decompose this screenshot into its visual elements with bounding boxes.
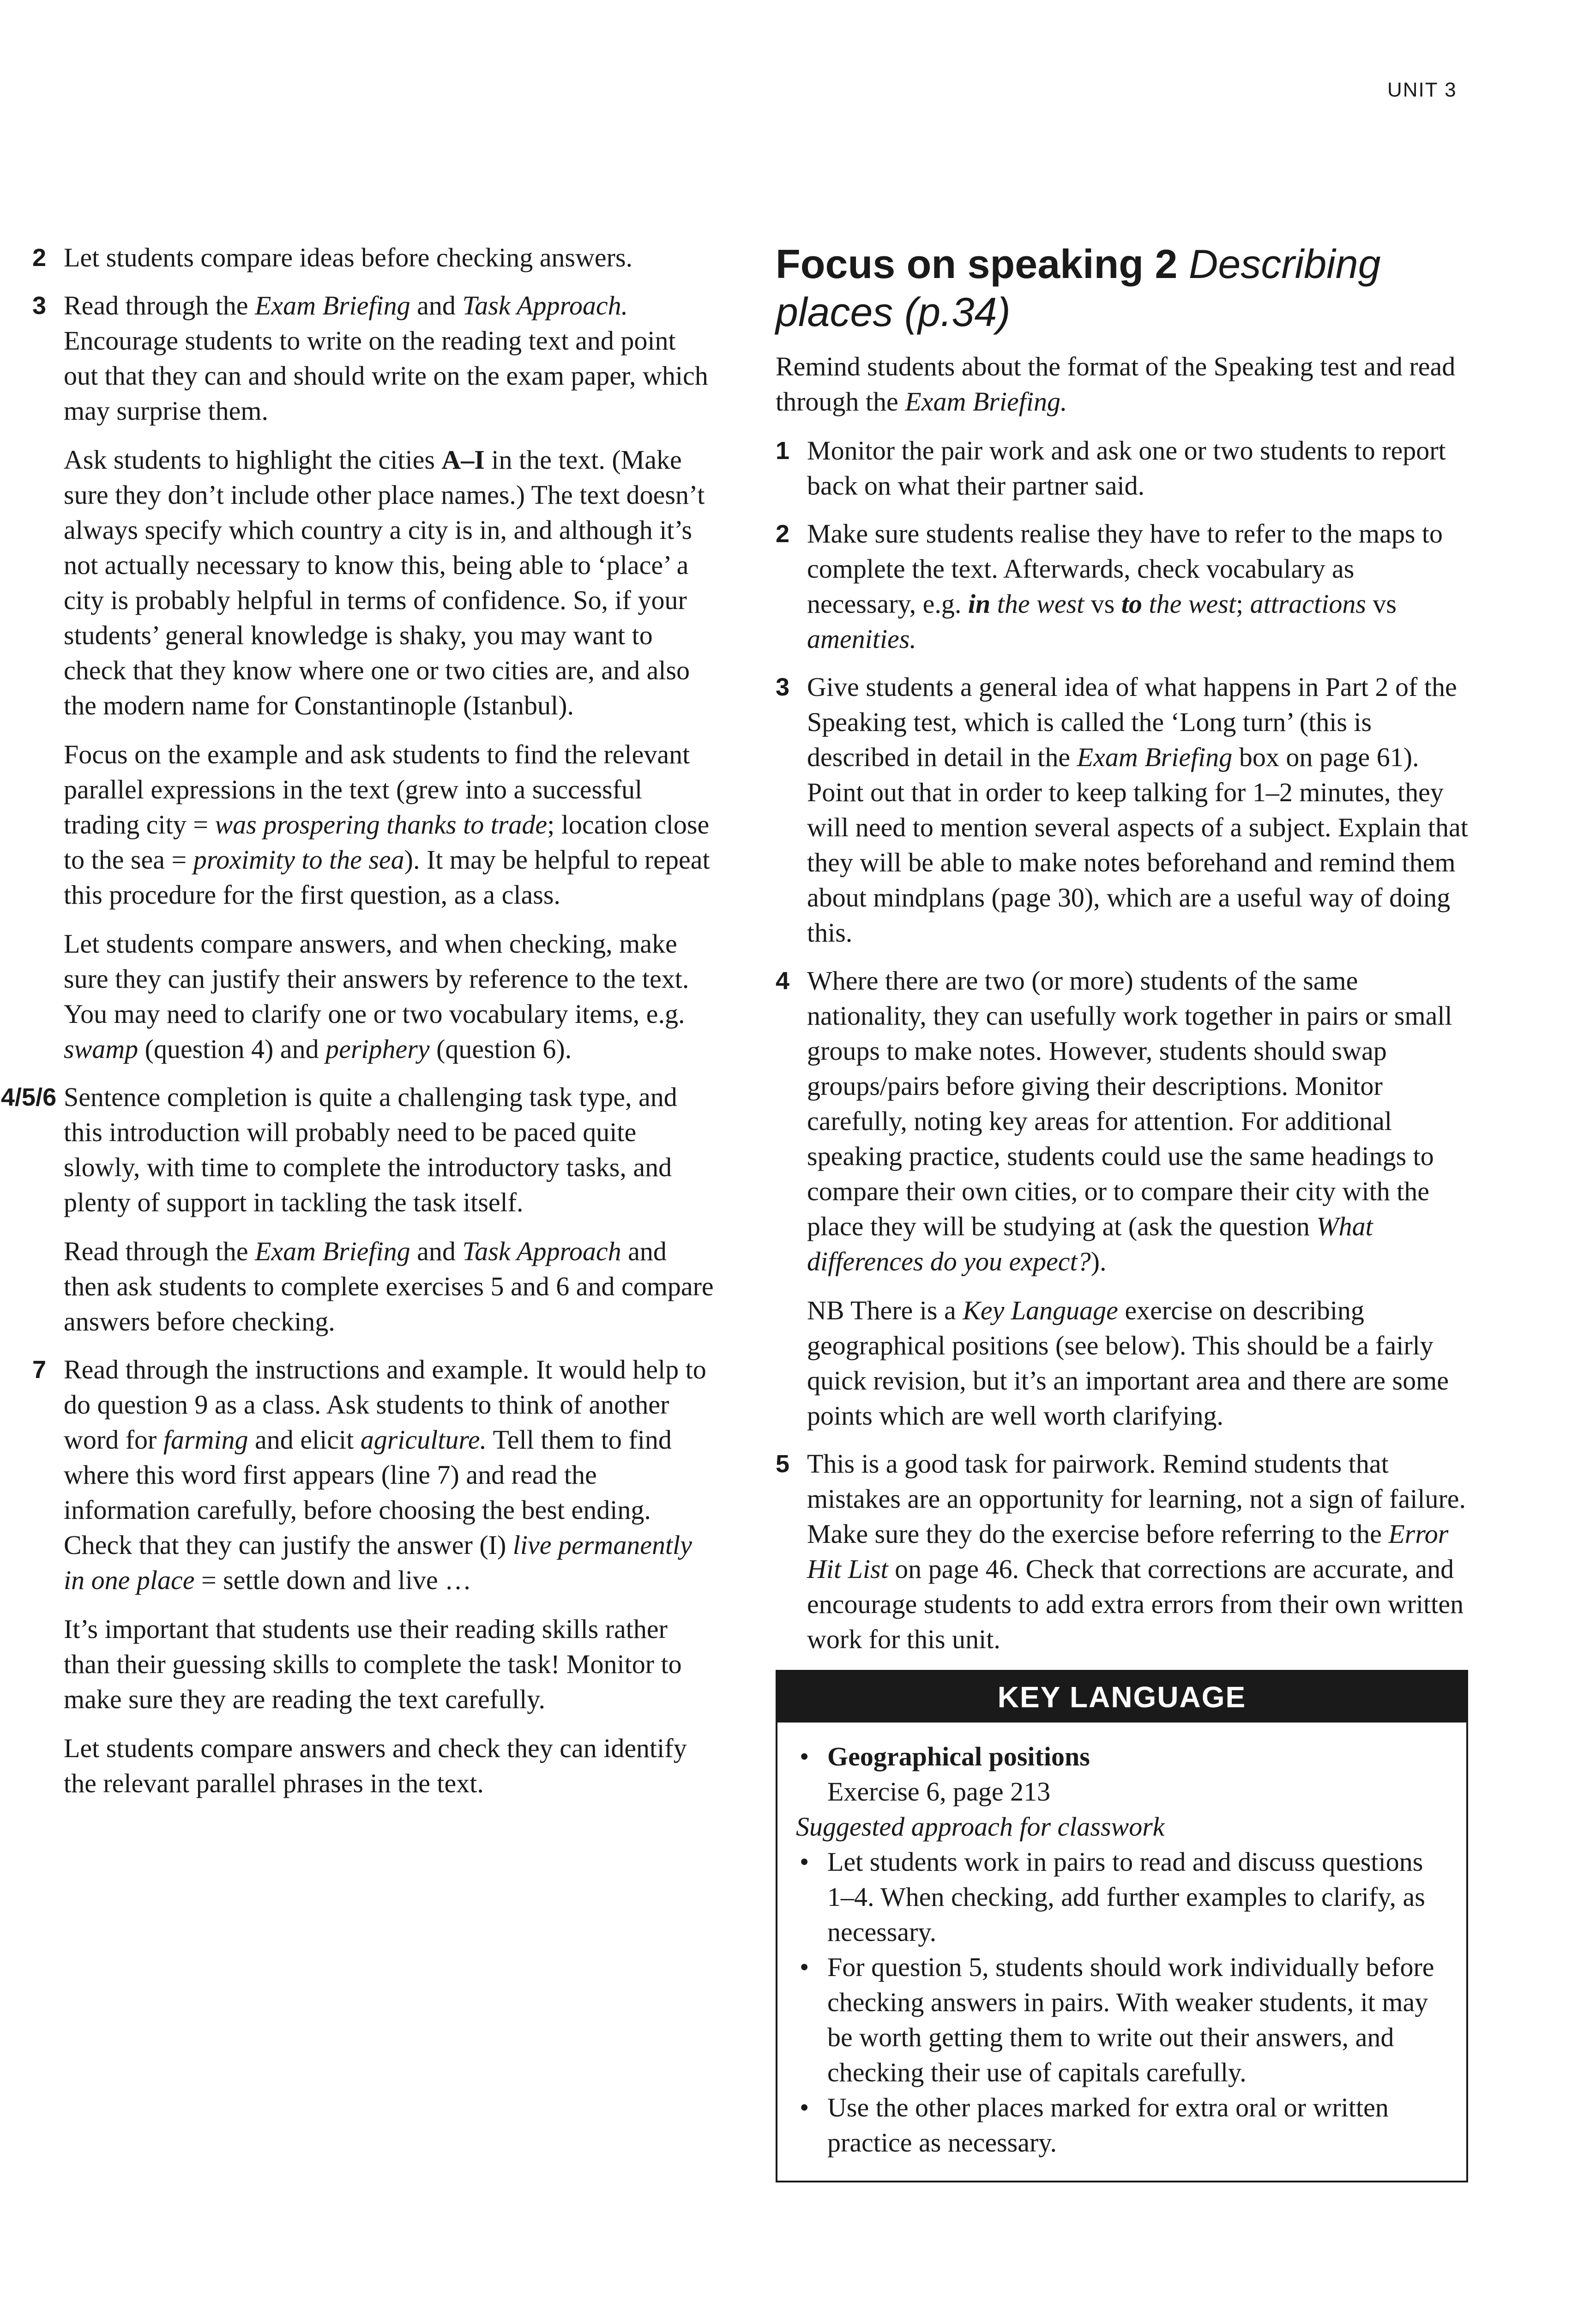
item-number: 4/5/6 xyxy=(1,1083,57,1111)
intro-paragraph: Remind students about the format of the Speaking test and read through the Exam Briefing. xyxy=(776,351,1456,417)
item-text: This is a good task for pairwork. Remind students that mistakes are an opportunity for learning, not a sign of failure. Make sure they do the exercise before referring to the Error Hit List on page 46. Check that corrections are accurate, and encourage students to add extra errors from their own written work for this unit. xyxy=(807,1449,1466,1654)
bullet-icon: • xyxy=(800,1952,809,1982)
paragraph: Sentence completion is quite a challenging task type, and this introduction will probably need to be paced quite slowly, with time to complete the introductory tasks, and plenty of support in tackling the task itself. xyxy=(64,1082,677,1217)
paragraph: It’s important that students use their reading skills rather than their guessing skills to complete the task! Monitor to make sure they are reading the text carefully. xyxy=(64,1614,682,1714)
bullet-icon: • xyxy=(800,1847,809,1877)
item-text: Make sure students realise they have to refer to the maps to complete the text. Afterwards, check vocabulary as necessary, e.g. in the west vs to the west; attractions vs amenities. xyxy=(807,519,1443,654)
note-item-4-5-6 xyxy=(1,1080,716,1339)
note-item-3 xyxy=(32,288,716,1067)
paragraph: Where there are two (or more) students of the same nationality, they can usefully work together in pairs or small groups to make notes. However, students should swap groups/pairs before giving their descriptions. Monitor carefully, noting key areas for attention. For additional speaking practice, students could use the same headings to compare their own cities, or to compare their city with the place they will be studying at (ask the question What differences do you expect?). xyxy=(807,966,1452,1276)
paragraph: Focus on the example and ask students to find the relevant parallel expressions in the text (grew into a successful trading city = was prospering thanks to trade; location close to the sea = proximity to the sea). It may be helpful to repeat this procedure for the first question, as a class. xyxy=(64,739,710,910)
section-heading: Focus on speaking 2 Describing places (p.34) xyxy=(776,241,1381,335)
note-item-2 xyxy=(32,240,716,275)
item-number: 3 xyxy=(32,292,47,320)
item-text: Monitor the pair work and ask one or two students to report back on what their partner said. xyxy=(807,435,1446,501)
item-number: 4 xyxy=(776,967,790,995)
note-item-5 xyxy=(776,1446,1468,1657)
item-text: Give students a general idea of what happens in Part 2 of the Speaking test, which is called the ‘Long turn’ (this is described in detail in the Exam Briefing box on page 61). Point out that in order to keep talking for 1–2 minutes, they will need to mention several aspects of a subject. Explain that they will be able to make notes beforehand and remind them about mindplans (page 30), which are a useful way of doing this. xyxy=(807,672,1468,948)
list-item: • For question 5, students should work individually before checking answers in pairs. With weaker students, it may be worth getting them to write out their answers, and checking their use of capitals carefully. xyxy=(796,1950,1448,2090)
paragraph: NB There is a Key Language exercise on describing geographical positions (see below). This should be a fairly quick revision, but it’s an important area and there are some points which are well worth clarifying. xyxy=(807,1295,1449,1431)
item-number: 7 xyxy=(32,1356,47,1384)
paragraph: Ask students to highlight the cities A–I in the text. (Make sure they don’t include other place names.) The text doesn’t always specify which country a city is in, and although it’s not actually necessary to know this, being able to ‘place’ a city is probably helpful in terms of confidence. So, if your students’ general knowledge is shaky, you may want to check that they know where one or two cities are, and also the modern name for Constantinople (Istanbul). xyxy=(64,445,705,720)
item-text: Let students compare ideas before checking answers. xyxy=(64,242,633,272)
paragraph: Let students compare answers and check they can identify the relevant parallel phrases in the text. xyxy=(64,1733,687,1798)
item-number: 2 xyxy=(776,520,790,548)
note-item-7 xyxy=(32,1352,716,1801)
right-column xyxy=(776,240,1468,2182)
list-item: • Use the other places marked for extra oral or written practice as necessary. xyxy=(796,2090,1448,2160)
paragraph: Read through the instructions and example. It would help to do question 9 as a class. Ask students to think of another word for farming and elicit agriculture. Tell them to find where this word first appears (line 7) and read the information carefully, before choosing the best ending. Check that they can justify the answer (I) live permanently in one place = settle down and live … xyxy=(64,1354,706,1595)
unit-label: UNIT 3 xyxy=(1387,79,1457,101)
paragraph: Let students compare answers, and when checking, make sure they can justify their answers by reference to the text. You may need to clarify one or two vocabulary items, e.g. swamp (question 4) and periphery (question 6). xyxy=(64,929,689,1064)
key-language-title: KEY LANGUAGE xyxy=(777,1672,1466,1723)
bullet-icon: • xyxy=(800,2092,809,2122)
item-number: 2 xyxy=(32,244,47,272)
item-number: 3 xyxy=(776,673,790,701)
note-item-4 xyxy=(776,963,1468,1433)
list-item: • Let students work in pairs to read and discuss questions 1–4. When checking, add further examples to clarify, as necessary. xyxy=(796,1844,1448,1950)
approach-label: Suggested approach for classwork xyxy=(796,1812,1165,1842)
note-item-2 xyxy=(776,516,1468,657)
paragraph: Read through the Exam Briefing and Task Approach and then ask students to complete exercises 5 and 6 and compare answers before checking. xyxy=(64,1236,714,1336)
bullet-title: Geographical positions xyxy=(827,1741,1090,1771)
key-language-box xyxy=(776,1670,1468,2182)
note-item-1 xyxy=(776,433,1468,503)
list-item xyxy=(796,1739,1448,1809)
key-language-body xyxy=(777,1723,1466,2181)
item-number: 5 xyxy=(776,1450,790,1478)
left-column xyxy=(1,240,716,1814)
item-number: 1 xyxy=(776,437,790,465)
paragraph: Read through the Exam Briefing and Task Approach. Encourage students to write on the reading text and point out that they can and should write on the exam paper, which may surprise them. xyxy=(64,290,708,426)
bullet-icon: • xyxy=(800,1741,809,1771)
bullet-subtitle: Exercise 6, page 213 xyxy=(827,1777,1051,1807)
note-item-3 xyxy=(776,670,1468,950)
